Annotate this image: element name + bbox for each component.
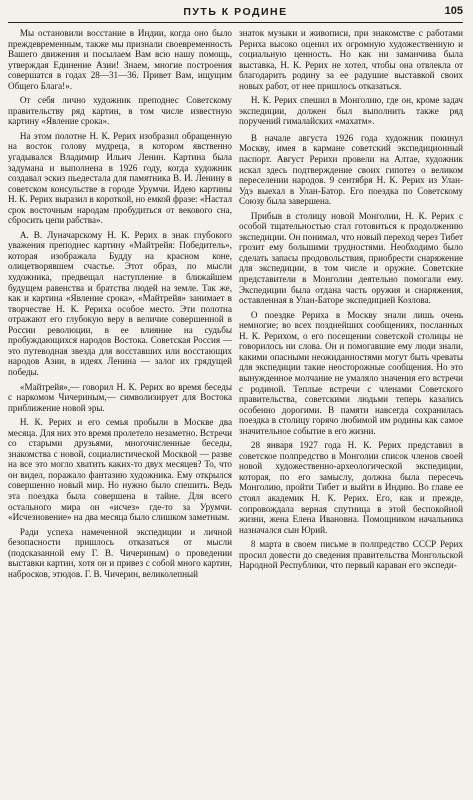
- paragraph: 8 марта в своем письме в полпредство СССР Рерих просил довести до сведения правительства Монгольской Народной Республики, что первый караван его экспеди-: [239, 539, 463, 571]
- paragraph: «Майтрейя»,— говорил Н. К. Рерих во время беседы с наркомом Чичериным,— символизирует для Востока приближение новой эры.: [8, 381, 232, 413]
- text-columns: [8, 28, 463, 583]
- paragraph: Ради успеха намеченной экспедиции и личной безопасности пришлось отказаться от мысли (подсказанной ему Г. В. Чичериным) о проведении выставки картин, хотя он и привез с собой много картин, набросков, этюдов. Г. В. Чичерин, великолепный: [8, 526, 232, 579]
- paragraph: О поездке Рериха в Москву знали лишь очень немногие; во всех позднейших сообщениях, посланных Н. К. Рерихом, о его посещении советской столицы не говорилось ни слова. Он и помогавшие ему люди знали, какими опасными неожиданностями могут быть чреваты для экспедиции такие неосторожные сообщения. Но это вынужденное молчание не умаляло значения его встречи с родиной. Теплые встречи с членами Советского правительства, советскими людьми теперь казались особенно дорогими. В памяти навсегда сохранилась поездка в столицу горячо любимой им родины как самое значительное событие в его жизни.: [239, 309, 463, 436]
- paragraph: Н. К. Рерих и его семья пробыли в Москве два месяца. Для них это время пролетело незаметно. Встречи со старыми друзьями, многочисленные беседы, знакомства с новой, социалистической Москвой — разве на все это могло хватить каких-то двух месяцев? То, что он видел, поражало фантазию художника. Ему открылся совершенно новый мир. Но нужно было спешить. Ведь эта поездка была совершена в тайне. Для всего остального мира он «исчез» где-то за Урумчи. «Исчезновение» на два месяца было слишком заметным.: [8, 417, 233, 523]
- page-header: [8, 4, 463, 23]
- paragraph: От себя лично художник преподнес Советскому правительству ряд картин, в том числе известную картину «Явление срока».: [8, 95, 232, 127]
- paragraph: На этом полотне Н. К. Рерих изобразил обращенную на восток голову мудреца, в котором явственно угадывался Владимир Ильич Ленин. Картина была задумана и выполнена в 1926 году, когда художник создавал эскиз пьедестала для памятника В. И. Ленину в советском консульстве в городе Урумчи. Идею картины Н. К. Рерих выразил в короткой, но емкой фразе: «Настал срок восточным народам пробудиться от векового сна, сбросить цепи рабства».: [8, 130, 232, 226]
- paragraph: Мы остановили восстание в Индии, когда оно было преждевременным, также мы признали своевременность Вашего движения и посылаем Вам всю нашу помощь, утверждая Единение Азии! Знаем, многие построения совершатся в годах 28—31—36. Привет Вам, ищущим Общего Блага!».: [8, 28, 232, 91]
- page-number: 105: [444, 5, 463, 17]
- paragraph: В начале августа 1926 года художник покинул Москву, имея в кармане советский экспедиционный паспорт. Август Рерихи провели на Алтае, художник искал здесь подтверждение своих гипотез о великом переселении народов. 9 сентября Н. К. Рерих из Улан-Удэ выехал в Улан-Батор. Его поездка по Советскому Союзу была завершена.: [239, 132, 463, 207]
- running-head: ПУТЬ К РОДИНЕ: [183, 6, 288, 18]
- right-column: [239, 28, 463, 583]
- paragraph: знаток музыки и живописи, при знакомстве с работами Рериха высоко оценил их огромную художественную и социальную ценность. Но как ни заманчива была выставка, Н. К. Рерих не хотел, чтобы она отвлекла от благодарить родину за ее радушие выставкой своих новых работ, от нее пришлось отказаться.: [239, 28, 463, 91]
- paragraph: 28 января 1927 года Н. К. Рерих представил в советское полпредство в Монголии список членов своей новой художественно-археологической экспедиции, которая, по его замыслу, должна была пересечь Монголию, пройти Тибет и выйти в Индию. Во главе ее стоял академик Н. К. Рерих. Его, как и прежде, сопровождала верная спутница в этой беспокойной жизни, жена Елена Ивановна. Помощником начальника назначался сын Юрий.: [239, 440, 463, 535]
- paragraph: А. В. Луначарскому Н. К. Рерих в знак глубокого уважения преподнес картину «Майтрейя: Победитель», которая изображала Будду на красном коне, олицетворявшем счастье. Этот образ, по мысли художника, предвещал наступление в ближайшем будущем равенства и братства людей на земле. Так же, как и картина «Явление срока», «Майтрейя» занимает в творчестве Н. К. Рериха особое место. Эти полотна отражают его глубокую веру в величие совершенной в России революции, в ее влияние на судьбы пробуждающихся народов Востока. Советская Россия — это путеводная звезда для восставших или восстающих народов Азии, в идеях Ленина — залог их грядущей победы.: [8, 229, 232, 377]
- left-column: [8, 28, 232, 583]
- paragraph: Прибыв в столицу новой Монголии, Н. К. Рерих с особой тщательностью стал готовиться к продолжению экспедиции. Он понимал, что новый переход через Тибет грозит ему большими трудностями. Необходимо было сделать запасы продовольствия, приобрести снаряжение для экспедиции, в том числе и оружие. Советские представители в Монголии деятельно помогали ему. Экспедиции была отдана часть оружия и снаряжения, оставленная в Улан-Баторе экспедицией Козлова.: [239, 210, 463, 306]
- paragraph: Н. К. Рерих спешил в Монголию, где он, кроме задач экспедиции, должен был выполнить также ряд поручений гималайских «махатм».: [239, 95, 463, 127]
